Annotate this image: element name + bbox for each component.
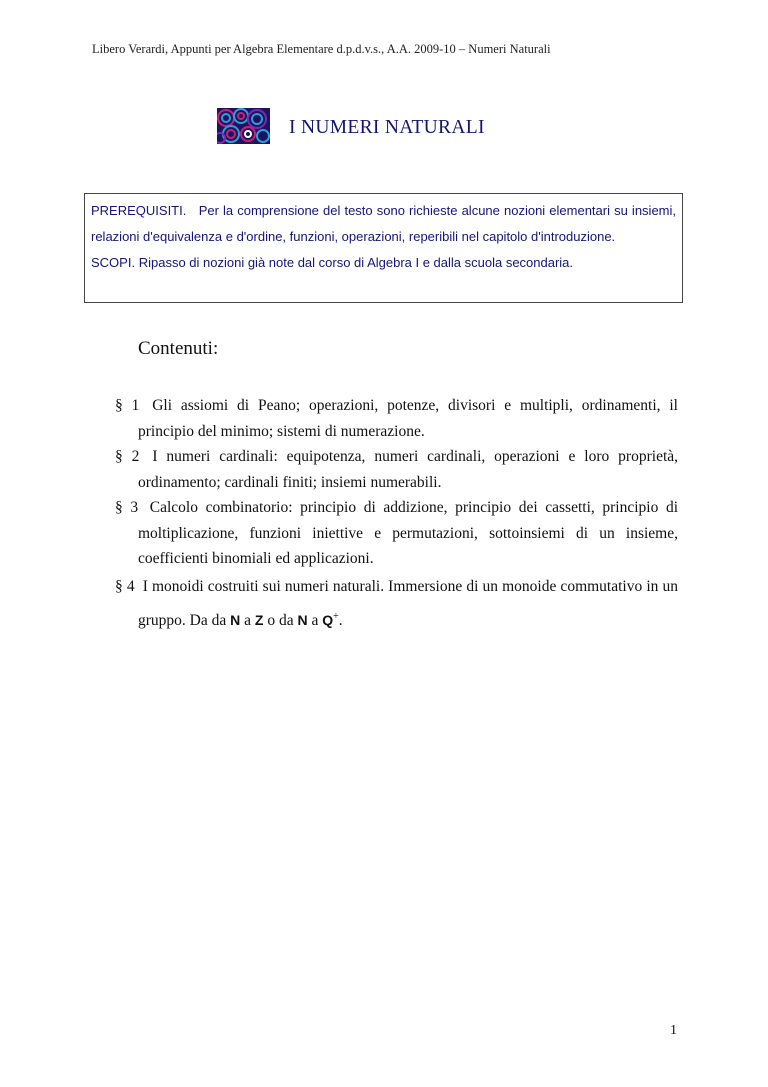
toc-item-number: § 4 — [115, 577, 135, 595]
scopi-paragraph — [91, 250, 676, 276]
word-a: a — [244, 611, 252, 629]
contents-list — [115, 393, 678, 636]
symbol-q: Q — [322, 611, 334, 628]
toc-item-4 — [115, 572, 678, 636]
superscript-plus: + — [333, 610, 339, 622]
page-number: 1 — [670, 1023, 677, 1038]
title-row — [217, 108, 517, 146]
toc-item-text: I numeri cardinali: equipotenza, numeri cardinali, operazioni e loro proprietà, ordinamento; cardinali finiti; insiemi numerabili. — [138, 448, 679, 491]
toc-item-3 — [115, 495, 678, 572]
symbol-n: N — [297, 611, 308, 628]
word-o-da: o da — [267, 611, 294, 629]
toc-item-text: Calcolo combinatorio: principio di addizione, principio dei cassetti, principio di moltiplicazione, funzioni iniettive e permutazioni, sottoinsiemi di un insieme, coefficienti binomiali ed applicazioni. — [138, 499, 679, 567]
page-title: I NUMERI NATURALI — [289, 117, 485, 138]
running-header: Libero Verardi, Appunti per Algebra Elementare d.p.d.v.s., A.A. 2009-10 – Numeri Naturali — [92, 42, 551, 56]
toc-item-number: § 1 — [115, 397, 140, 414]
symbol-n: N — [230, 611, 241, 628]
toc-item-number: § 3 — [115, 499, 139, 516]
prerequisites-paragraph — [91, 198, 676, 250]
word-a: a — [311, 611, 319, 629]
prerequisites-text: Per la comprensione del testo sono richieste alcune nozioni elementari su insiemi, relazioni d'equivalenza e d'ordine, funzioni, operazioni, reperibili nel capitolo d'introduzione. — [91, 203, 676, 244]
scopi-label: SCOPI. — [91, 255, 136, 270]
toc-item-number: § 2 — [115, 448, 140, 465]
period: . — [338, 611, 343, 629]
toc-item-text: Gli assiomi di Peano; operazioni, potenze, divisori e multipli, ordinamenti, il principio del minimo; sistemi di numerazione. — [138, 397, 678, 440]
toc-item-1 — [115, 393, 678, 444]
toc-item-text: I monoidi costruiti sui numeri naturali. Immersione di un monoide commutativo in un gruppo. Da da — [138, 577, 678, 629]
contents-title: Contenuti: — [138, 338, 219, 359]
scopi-text: Ripasso di nozioni già note dal corso di Algebra I e dalla scuola secondaria. — [138, 255, 574, 270]
symbol-z: Z — [254, 611, 264, 628]
toc-item-2 — [115, 444, 678, 495]
prerequisites-label: PREREQUISITI. — [91, 203, 187, 218]
prerequisites-box — [84, 193, 683, 303]
decorative-circles-logo-icon — [217, 108, 270, 144]
